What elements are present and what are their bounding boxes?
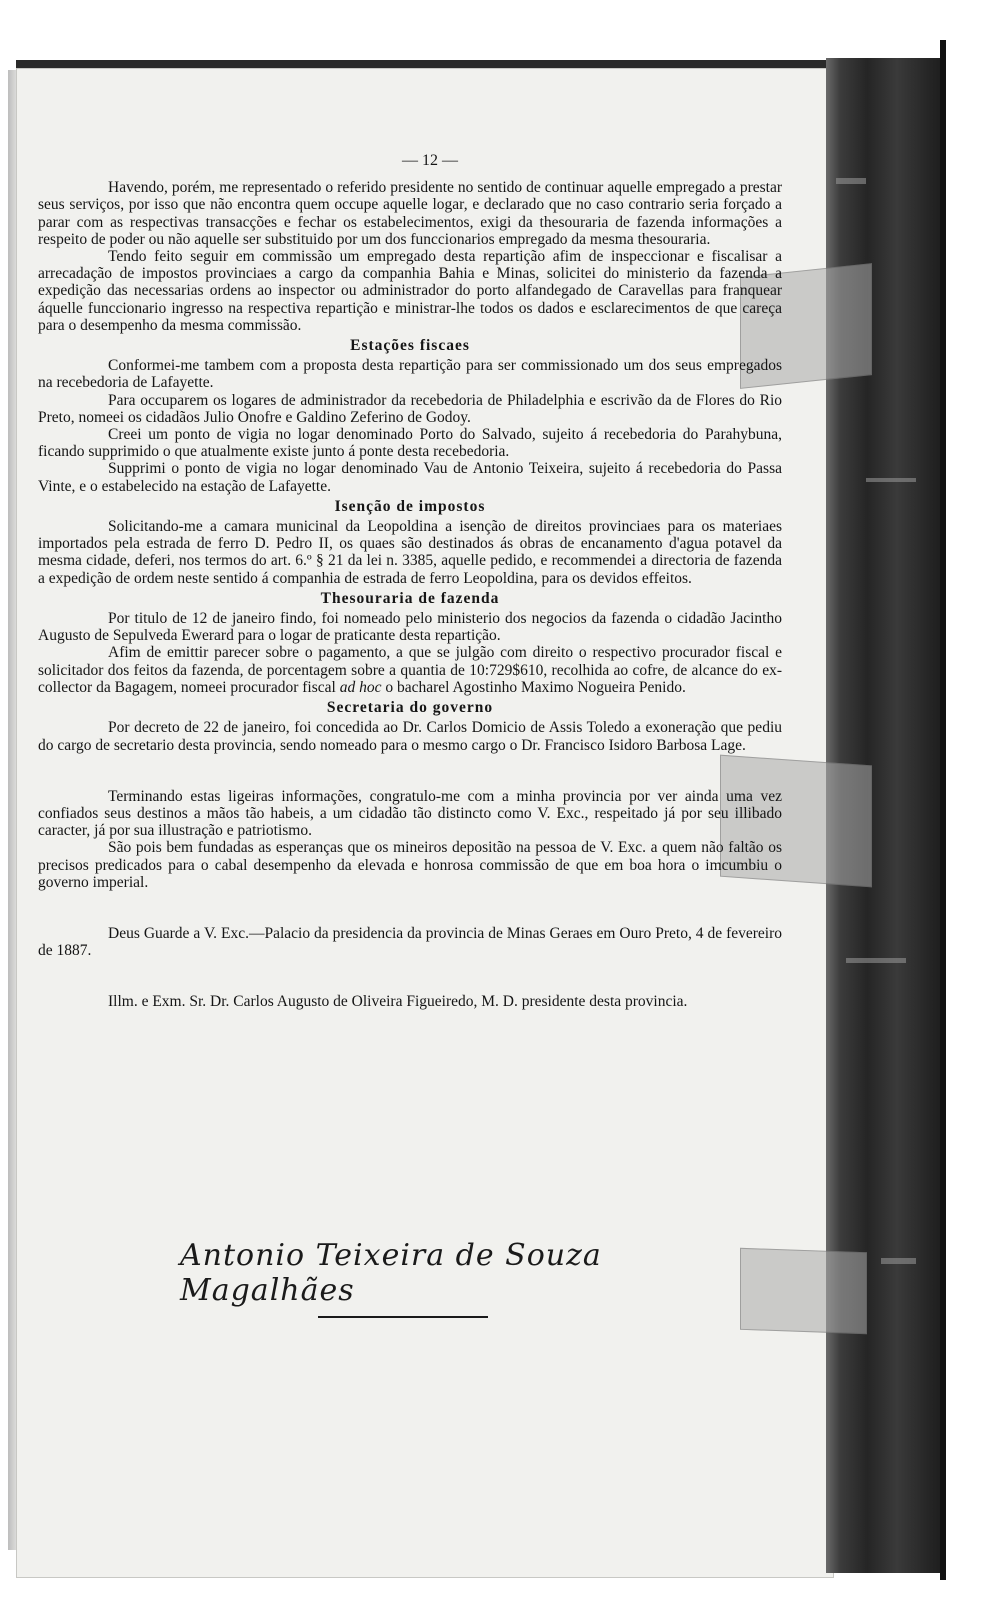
addressee: Illm. e Exm. Sr. Dr. Carlos Augusto de Oliveira Figueiredo, M. D. presidente desta provincia.	[108, 993, 688, 1011]
paragraph: Para occuparem os logares de administrador da recebedoria de Philadelphia e escrivão da de Flores do Rio Preto, nomeei os cidadãos Julio Onofre e Galdino Zeferino de Godoy.	[38, 391, 782, 426]
paragraph: Por decreto de 22 de janeiro, foi concedida ao Dr. Carlos Domicio de Assis Toledo a exoneração que pediu do cargo de secretario desta provincia, sendo nomeado para o mesmo cargo o Dr. Francisco Isidoro Barbosa Lage.	[38, 719, 782, 754]
spacer	[38, 754, 782, 788]
paragraph-text: Afim de emittir parecer sobre o pagamento, a que se julgão com direito o respectivo procurador fiscal e solicitador dos feitos da fazenda, de porcentagem sobre a quantia de 10:729$610, recolhida ao cofre, de alcance do ex-collector da Bagagem, nomeei procurador fiscal	[38, 644, 782, 696]
paragraph: Creei um ponto de vigia no logar denominado Porto do Salvado, sujeito á recebedoria do Parahybuna, ficando supprimido o que atualmente existe junto á ponte desta recebedoria.	[38, 426, 782, 461]
paragraph-text: o bacharel Agostinho Maximo Nogueira Penido.	[381, 678, 686, 696]
spine-wear-mark	[866, 478, 916, 482]
spine-wear-mark	[846, 958, 906, 963]
section-heading-estacoes: Estações fiscaes	[350, 337, 470, 355]
signature-rule	[318, 1316, 488, 1318]
section-heading-isencao: Isenção de impostos	[334, 497, 486, 515]
salutation: Deus Guarde a V. Exc.—Palacio da presidencia da provincia de Minas Geraes em Ouro Preto, 4 de fevereiro de 1887.	[38, 924, 782, 960]
section-heading-thesouraria: Thesouraria de fazenda	[320, 589, 500, 607]
paragraph: Tendo feito seguir em commissão um empregado desta repartição afim de inspeccionar e fiscalisar a arrecadação de impostos provinciaes a cargo da companhia Bahia e Minas, solicitei do ministerio da fazenda a expedição das necessarias ordens ao inspector ou administrador do porto alfandegado de Caravellas para franquear áquelle funccionario ingresso na respectiva repartição e ministrar-lhe todos os dados e esclarecimentos de que careça para o desempenho da mesma commissão.	[38, 248, 782, 334]
spine-wear-mark	[836, 178, 866, 184]
paragraph: Solicitando-me a camara municinal da Leopoldina a isenção de direitos provinciaes para os materiaes importados pela estrada de ferro D. Pedro II, os quaes são destinados ás obras de encanamento d'agua potavel da mesma cidade, deferi, nos termos do art. 6.º § 21 da lei n. 3385, aquelle pedido, e recommendei a directoria de fazenda a expedição de ordem neste sentido á companhia de estrada de ferro Leopoldina, para os devidos effeitos.	[38, 518, 782, 587]
spacer	[38, 891, 782, 925]
page-number: — 12 —	[402, 152, 458, 169]
paragraph: São pois bem fundadas as esperanças que os mineiros depositão na pessoa de V. Exc. a quem não faltão os precisos predicados para o cabal desempenho da elevada e honrosa commissão de que em boa hora o imcumbiu o governo imperial.	[38, 839, 782, 891]
section-heading-secretaria: Secretaria do governo	[326, 699, 494, 717]
paragraph: Supprimi o ponto de vigia no logar denominado Vau de Antonio Teixeira, sujeito á recebedoria do Passa Vinte, e o estabelecido na estação de Lafayette.	[38, 460, 782, 495]
paragraph: Terminando estas ligeiras informações, congratulo-me com a minha provincia por ver ainda uma vez confiados seus destinos a mãos tão habeis, a um cidadão tão distincto como V. Exc., respeitado já por seu illibado caracter, já por sua illustração e patriotismo.	[38, 787, 782, 840]
document-body	[38, 152, 782, 1011]
paragraph-italic-text: ad hoc	[339, 678, 382, 696]
paragraph: Havendo, porém, me representado o referido presidente no sentido de continuar aquelle empregado a prestar seus serviços, por isso que não encontra quem occupe aquelle logar, e declarado que no caso contrario seria forçado a parar com as respectivas transacções e fechar os estabelecimentos, exigi da thesouraria de fazenda informações a respeito de poder ou não aquelle ser substituido por um dos funccionarios empregado da mesma thesouraria.	[38, 179, 782, 248]
spine-wear-mark	[881, 1258, 916, 1264]
paragraph: Por titulo de 12 de janeiro findo, foi nomeado pelo ministerio dos negocios da fazenda o cidadão Jacintho Augusto de Sepulveda Ewerard para o logar de praticante desta repartição.	[38, 610, 782, 645]
paragraph	[38, 644, 782, 696]
spine-edge	[940, 40, 946, 1580]
spacer	[38, 959, 782, 993]
paragraph: Conformei-me tambem com a proposta desta repartição para ser commissionado um dos seus empregados na recebedoria de Lafayette.	[38, 357, 782, 392]
signature: Antonio Teixeira de Souza Magalhães	[180, 1238, 602, 1308]
